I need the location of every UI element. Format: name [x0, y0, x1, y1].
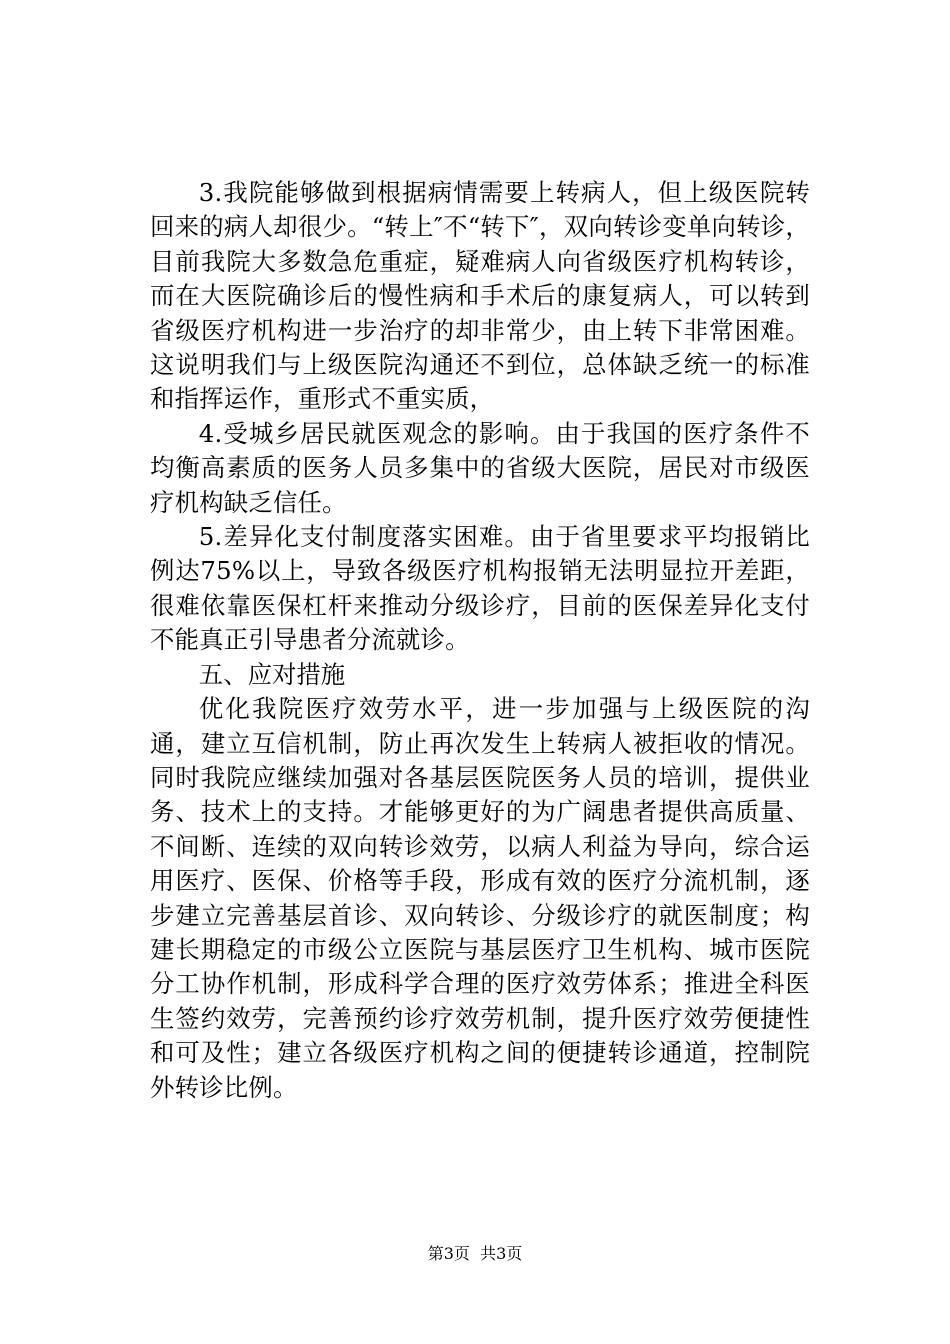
document-body [150, 176, 810, 1105]
paragraph-item-5: 5.差异化支付制度落实困难。由于省里要求平均报销比例达75%以上，导致各级医疗机构报销无法明显拉开差距，很难依靠医保杠杆来推动分级诊疗，目前的医保差异化支付不能真正引导患者分流就诊。 [150, 522, 810, 655]
measures-paragraph: 优化我院医疗效劳水平，进一步加强与上级医院的沟通，建立互信机制，防止再次发生上转病人被拒收的情况。同时我院应继续加强对各基层医院医务人员的培训，提供业务、技术上的支持。才能够更好的为广阔患者提供高质量、不间断、连续的双向转诊效劳，以病人利益为导向，综合运用医疗、医保、价格等手段，形成有效的医疗分流机制，逐步建立完善基层首诊、双向转诊、分级诊疗的就医制度；构建长期稳定的市级公立医院与基层医疗卫生机构、城市医院分工协作机制，形成科学合理的医疗效劳体系；推进全科医生签约效劳，完善预约诊疗效劳机制，提升医疗效劳便捷性和可及性；建立各级医疗机构之间的便捷转诊通道，控制院外转诊比例。 [150, 694, 810, 1102]
paragraph-item-4: 4.受城乡居民就医观念的影响。由于我国的医疗条件不均衡高素质的医务人员多集中的省级大医院，居民对市级医疗机构缺乏信任。 [150, 418, 810, 517]
page-footer: 第3页 共3页 [427, 1244, 523, 1263]
section-heading: 五、应对措施 [198, 659, 346, 689]
paragraph-item-3: 3.我院能够做到根据病情需要上转病人，但上级医院转回来的病人却很少。“转上″不“转下″，双向转诊变单向转诊，目前我院大多数急危重症，疑难病人向省级医疗机构转诊，而在大医院确诊后的慢性病和手术后的康复病人，可以转到省级医疗机构进一步治疗的却非常少，由上转下非常困难。这说明我们与上级医院沟通还不到位，总体缺乏统一的标准和指挥运作，重形式不重实质， [150, 178, 810, 414]
